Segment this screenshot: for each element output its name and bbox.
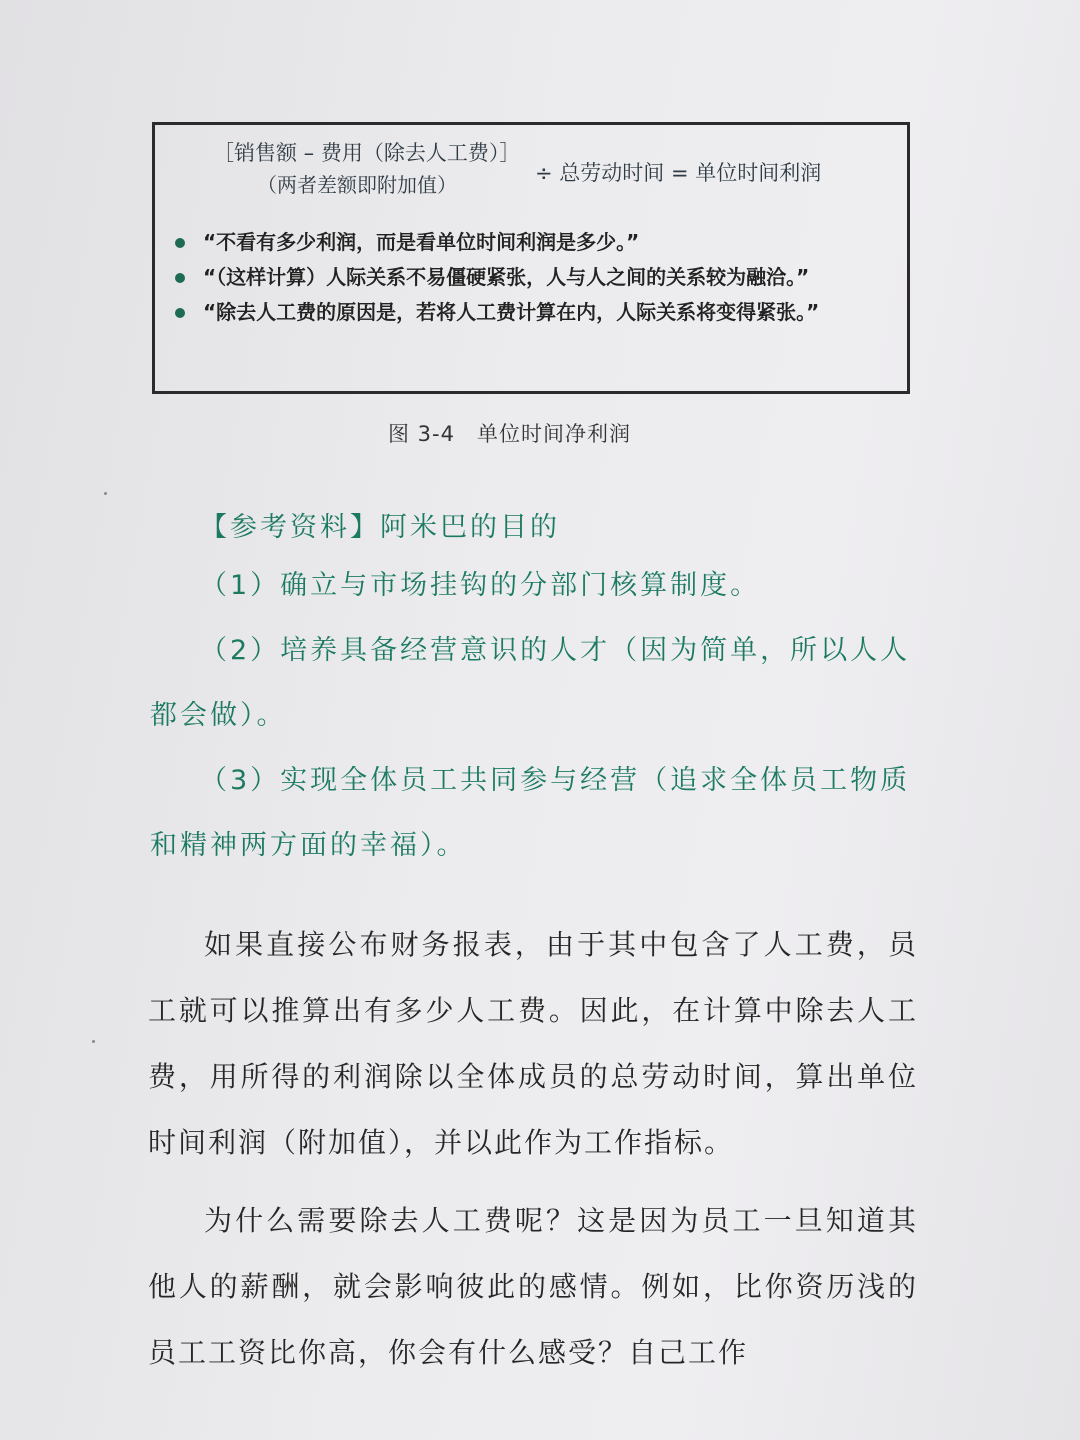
reference-title-bracket: 【参考资料】 [200,512,380,543]
reference-title [200,503,925,553]
bullet-list [173,225,897,330]
bullet-text: “（这样计算）人际关系不易僵硬紧张，人与人之间的关系较为融洽。” [203,265,810,289]
bullet-item [173,225,897,259]
bullet-dot-icon [175,238,185,248]
bullet-item [173,260,897,294]
formula-numerator: ［销售额 – 费用（除去人工费）］ [213,141,521,165]
paper-speck [104,492,107,495]
body-paragraph: 为什么需要除去人工费呢？这是因为员工一旦知道其他人的薪酬，就会影响彼此的感情。例如，比你资历浅的员工工资比你高，你会有什么感受？自己工作 [148,1204,918,1369]
bullet-item [173,295,897,329]
paper-speck [92,1040,95,1043]
body-paragraph: 如果直接公布财务报表，由于其中包含了人工费，员工就可以推算出有多少人工费。因此，在计算中除去人工费，用所得的利润除以全体成员的总劳动时间，算出单位时间利润（附加值），并以此作为工作指标。 [148,928,918,1159]
formula-left [213,137,520,201]
formula-paren-note: （两者差额即附加值） [257,172,457,197]
figure-box [152,122,910,394]
reference-item: （3）实现全体员工共同参与经营（追求全体员工物质和精神两方面的幸福）。 [150,765,911,861]
figure-caption: 图 3-4 单位时间净利润 [388,422,631,446]
bullet-text: “不看有多少利润，而是看单位时间利润是多少。” [203,230,640,254]
bullet-dot-icon [175,308,185,318]
formula-right: ÷ 总劳动时间 = 单位时间利润 [535,161,822,185]
body-text [148,912,918,1398]
bullet-dot-icon [175,273,185,283]
reference-item: （2）培养具备经营意识的人才（因为简单，所以人人都会做）。 [150,635,911,731]
reference-section [150,503,925,878]
bullet-text: “除去人工费的原因是，若将人工费计算在内，人际关系将变得紧张。” [203,300,820,324]
reference-item: （1）确立与市场挂钩的分部门核算制度。 [200,570,761,601]
reference-title-text: 阿米巴的目的 [380,512,560,543]
